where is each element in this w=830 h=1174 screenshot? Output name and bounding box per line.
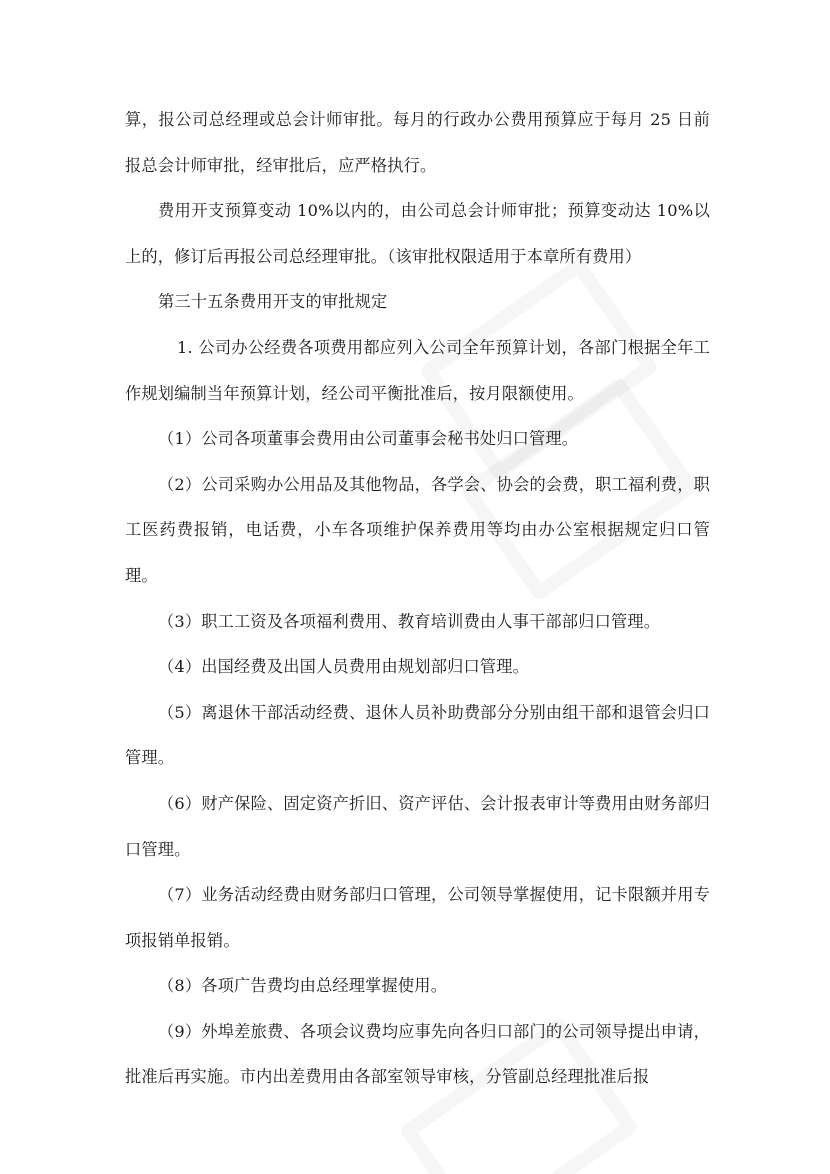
paragraph-subitem-2: （2）公司采购办公用品及其他物品，各学会、协会的会费，职工福利费，职工医药费报销，电话费，小车各项维护保养费用等均由办公室根据规定归口管理。 (125, 474, 710, 585)
paragraph-subitem-5: （5）离退休干部活动经费、退休人员补助费部分分别由组干部和退管会归口管理。 (125, 702, 710, 768)
paragraph-subitem-4: （4）出国经费及出国人员费用由规划部归口管理。 (158, 657, 530, 677)
paragraph-subitem-1: （1）公司各项董事会费用由公司董事会秘书处归口管理。 (158, 429, 579, 449)
paragraph-subitem-3: （3）职工工资及各项福利费用、教育培训费由人事干部部归口管理。 (158, 611, 661, 631)
paragraph-budget-variance: 费用开支预算变动 10%以内的，由公司总会计师审批；预算变动达 10%以上的，修订后再报公司总经理审批。（该审批权限适用于本章所有费用） (125, 201, 710, 266)
paragraph-subitem-7: （7）业务活动经费由财务部归口管理，公司领导掌握使用，记卡限额并用专项报销单报销。 (125, 885, 710, 950)
paragraph-item-1: 1. 公司办公经费各项费用都应列入公司全年预算计划，各部门根据全年工作规划编制当年预算计划，经公司平衡批准后，按月限额使用。 (125, 337, 710, 403)
paragraph-subitem-9: （9）外埠差旅费、各项会议费均应事先向各归口部门的公司领导提出申请，批准后再实施。市内出差费用由各部室领导审核，分管副总经理批准后报 (125, 1021, 710, 1087)
paragraph-approval-continuation: 算，报公司总经理或总会计师审批。每月的行政办公费用预算应于每月 25 日前报总会计师审批，经审批后，应严格执行。 (125, 110, 710, 175)
article-35-heading: 第三十五条费用开支的审批规定 (158, 292, 388, 312)
document-body (125, 97, 710, 1100)
paragraph-subitem-8: （8）各项广告费均由总经理掌握使用。 (158, 976, 448, 996)
paragraph-subitem-6: （6）财产保险、固定资产折旧、资产评估、会计报表审计等费用由财务部归口管理。 (125, 793, 710, 859)
